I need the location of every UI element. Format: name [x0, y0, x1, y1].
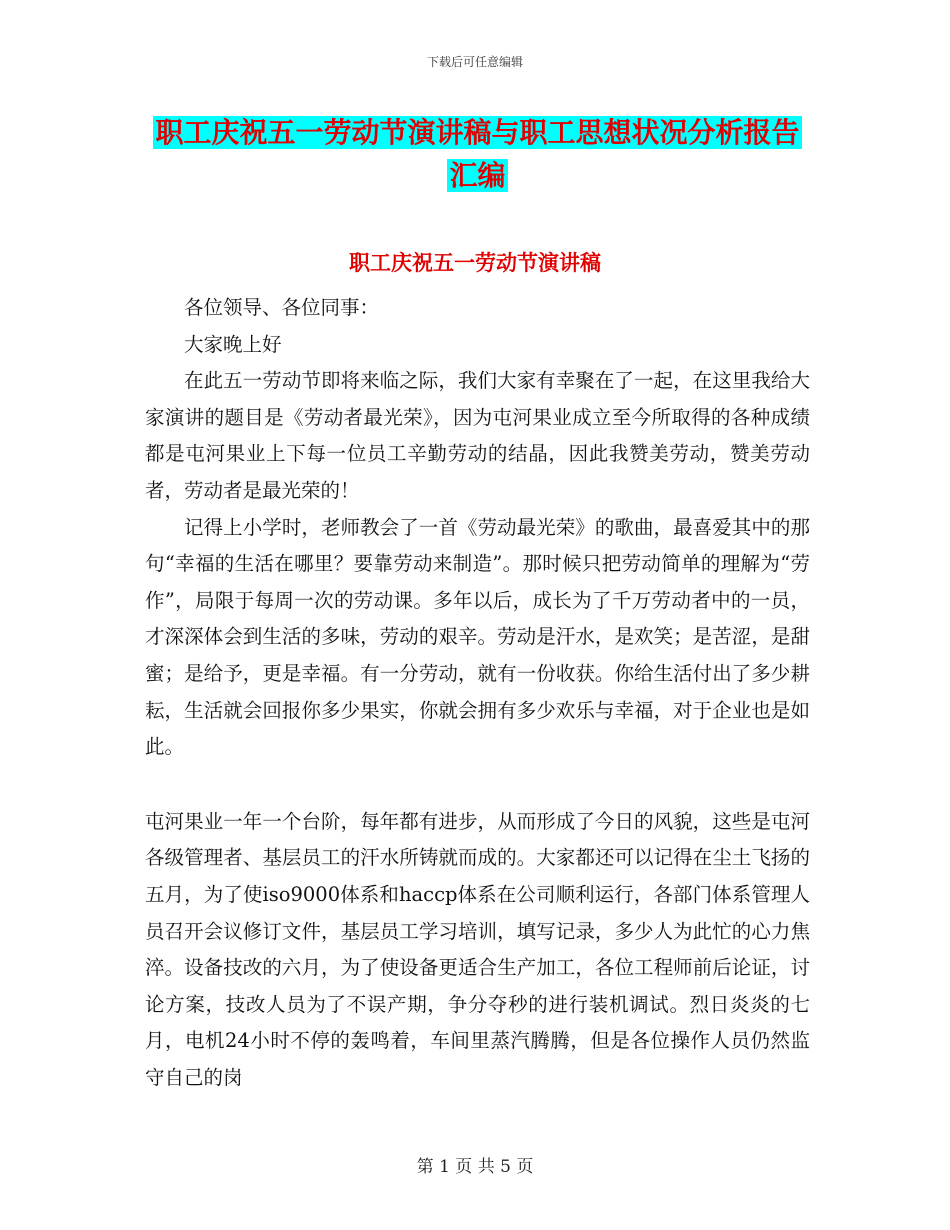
section-title: 职工庆祝五一劳动节演讲稿 [349, 251, 601, 275]
page-header-note: 下载后可任意编辑 [426, 55, 523, 69]
paragraph-gap [145, 766, 810, 804]
document-body [145, 290, 810, 1096]
document-title-line-1 [145, 110, 810, 155]
paragraph-1: 在此五一劳动节即将来临之际，我们大家有幸聚在了一起，在这里我给大家演讲的题目是《劳动者最光荣》，因为屯河果业成立至今所取得的各种成绩都是屯河果业上下每一位员工辛勤劳动的结晶，因此我赞美劳动，赞美劳动者，劳动者是最光荣的！ [145, 369, 810, 502]
paragraph-2: 记得上小学时，老师教会了一首《劳动最光荣》的歌曲，最喜爱其中的那句“幸福的生活在哪里？要靠劳动来制造”。那时候只把劳动简单的理解为“劳作”，局限于每周一次的劳动课。多年以后，成长为了千万劳动者中的一员，才深深体会到生活的多味，劳动的艰辛。劳动是汗水，是欢笑；是苦涩，是甜蜜；是给予，更是幸福。有一分劳动，就有一份收获。你给生活付出了多少耕耘，生活就会回报你多少果实，你就会拥有多少欢乐与幸福，对于企业也是如此。 [145, 515, 810, 759]
document-title-line-2 [145, 153, 810, 198]
greeting: 各位领导、各位同事： [184, 296, 380, 319]
document-title-text-2: 汇编 [449, 159, 506, 192]
salutation: 大家晚上好 [184, 332, 282, 356]
page-number-footer: 第 1 页 共 5 页 [416, 1157, 534, 1177]
document-title-text-1: 职工庆祝五一劳动节演讲稿与职工思想状况分析报告 [155, 116, 800, 149]
paragraph-3: 屯河果业一年一个台阶，每年都有进步，从而形成了今日的风貌，这些是屯河各级管理者、基层员工的汗水所铸就而成的。大家都还可以记得在尘土飞扬的五月，为了使iso9000体系和haccp体系在公司顺利运行，各部门体系管理人员召开会议修订文件，基层员工学习培训，填写记录，多少人为此忙的心力焦淬。设备技改的六月，为了使设备更适合生产加工，各位工程师前后论证，讨论方案，技改人员为了不误产期，争分夺秒的进行装机调试。烈日炎炎的七月，电机24小时不停的轰鸣着，车间里蒸汽腾腾，但是各位操作人员仍然监守自己的岗 [145, 809, 810, 1089]
